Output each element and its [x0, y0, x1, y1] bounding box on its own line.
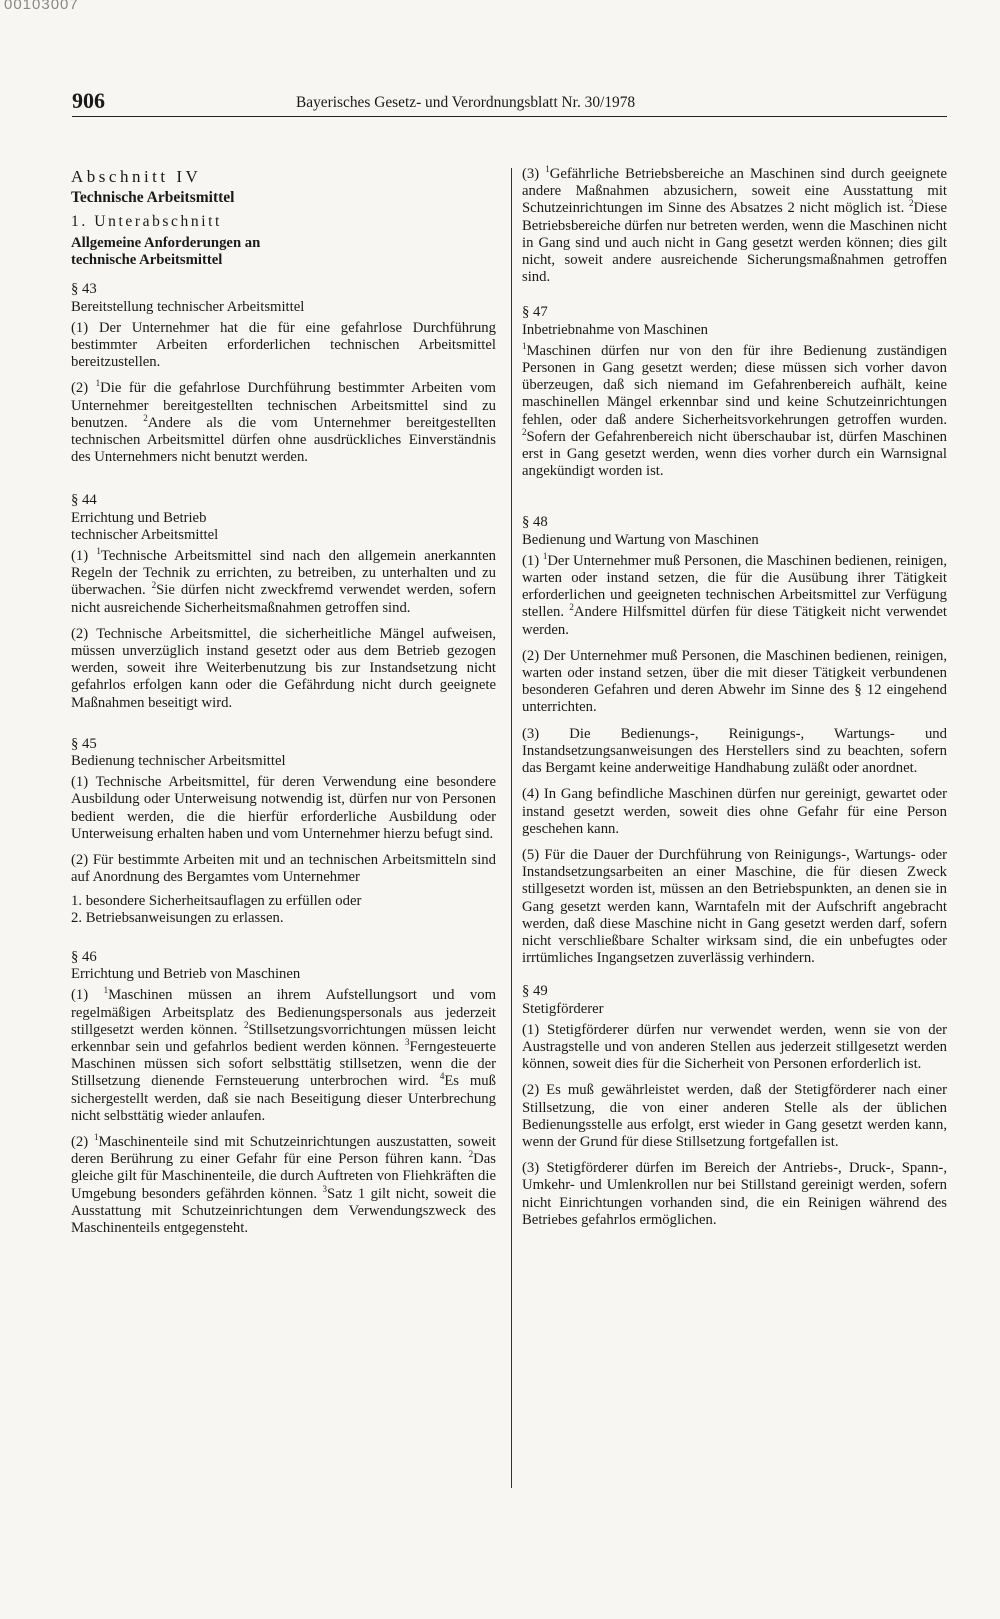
s44-clause-1: (1) $^1$Technische Arbeitsmittel sind nach den allgemein anerkannten Regeln der Technik zu errichten, zu betreiben, zu unterhalten und zu überwachen. $^2$Sie dürfen nicht zweckfremd verwendet werden, sofern nicht ausreichende Sicherheitsmaßnahmen getroffen sind.	[71, 546, 497, 616]
s46-clause-1: (1) $^1$Maschinen müssen an ihrem Aufstellungsort und vom regelmäßigen Arbeitsplatz des Bedienungspersonals aus jederzeit stillgesetzt werden können. $^2$Stillsetzungsvorrichtungen müssen leicht erkennbar sein und gefahrlos bedient werden können. $^3$Ferngesteuerte Maschinen müssen sich sofort selbsttätig stillsetzen, wenn die der Stillsetzung dienende Fernsteuerung unterbrochen wird. $^4$Es muß sichergestellt werden, daß sie nach Beseitigung dieser Unterbrechung nicht selbsttätig wieder anlaufen.	[71, 985, 496, 1124]
paragraph-title-44-line-2: technischer Arbeitsmittel	[71, 526, 219, 543]
section-title: Technische Arbeitsmittel	[71, 189, 235, 206]
paragraph-title-44-line-1: Errichtung und Betrieb	[71, 509, 207, 526]
paragraph-number-43: § 43	[71, 281, 97, 298]
paragraph-number-45: § 45	[71, 735, 97, 752]
subsection-label: 1. Unterabschnitt	[71, 213, 222, 230]
s48-clause-5: (5) Für die Dauer der Durchführung von Reinigungs-, Wartungs- oder Instandsetzungsarbeiten an einer Maschine, die für diesen Zweck stillgesetzt worden ist, müssen an den Betriebspunkten, an denen sie in Gang gesetzt werden kann, Warntafeln mit der Aufschrift angebracht werden, daß diese Maschine nicht in Gang gesetzt werden darf, sofern nicht verschließbare Schalter wirksam sind, die ein unbefugtes oder irrtümliches Ingangsetzen zuverlässig verhindern.	[522, 846, 947, 967]
s46-clause-3: (3) $^1$Gefährliche Betriebsbereiche an Maschinen sind durch geeignete andere Maßnahmen abzusichern, soweit eine Ausstattung mit Schutzeinrichtungen im Sinne des Absatzes 2 nicht möglich ist. $^2$Diese Betriebsbereiche dürfen nur betreten werden, wenn die Maschinen nicht in Gang sind und auch nicht in Gang gesetzt werden können; dies gilt nicht, soweit andere ausreichende Sicherungsmaßnahmen getroffen sind.	[522, 164, 947, 286]
column-divider	[511, 168, 512, 1488]
section-label: Abschnitt IV	[71, 167, 202, 186]
s49-clause-1: (1) Stetigförderer dürfen nur verwendet werden, wenn sie von der Austragstelle und von anderen Stellen aus jederzeit stillgesetzt werden können, soweit dies für die Sicherheit von Personen erforderlich ist.	[522, 1021, 947, 1073]
header-rule	[72, 116, 947, 117]
s44-clause-2: (2) Technische Arbeitsmittel, die sicherheitliche Mängel aufweisen, müssen unverzüglich instand gesetzt oder aus dem Betrieb gezogen werden, soweit ihre Weiterbenutzung bis zur Instandsetzung nicht gefahrlos erfolgen kann oder die Gefährdung nicht durch geeignete Maßnahmen beseitigt wird.	[71, 625, 496, 711]
s48-clause-1: (1) $^1$Der Unternehmer muß Personen, die Maschinen bedienen, reinigen, warten oder instand setzen, die für die Ausübung ihrer Tätigkeit erforderlichen und geeigneten technischen Arbeitsmittel zur Verfügung stellen. $^2$Andere Hilfsmittel dürfen für diese Tätigkeit nicht verwendet werden.	[522, 550, 948, 638]
subsection-title-line-1: Allgemeine Anforderungen an	[71, 235, 261, 251]
paragraph-number-47: § 47	[522, 304, 548, 321]
s43-clause-1: (1) Der Unternehmer hat die für eine gefahrlose Durchführung bestimmter Arbeiten erforderlichen technischen Arbeitsmittel bereitzustellen.	[71, 319, 496, 371]
paragraph-title-43: Bereitstellung technischer Arbeitsmittel	[71, 298, 305, 315]
s45-list-item-1: 1. besondere Sicherheitsauflagen zu erfüllen oder	[71, 892, 362, 909]
paragraph-number-48: § 48	[522, 514, 548, 531]
s48-clause-2: (2) Der Unternehmer muß Personen, die Maschinen bedienen, reinigen, warten oder instand setzen, über die mit dieser Tätigkeit verbundenen besonderen Gefahren und deren Abwehr im Sinne des § 12 eingehend unterrichten.	[522, 647, 947, 716]
paragraph-title-49: Stetigförderer	[522, 1000, 604, 1017]
s45-clause-2: (2) Für bestimmte Arbeiten mit und an technischen Arbeitsmitteln sind auf Anordnung des Bergamtes vom Unternehmer	[71, 852, 496, 886]
s48-clause-3: (3) Die Bedienungs-, Reinigungs-, Wartungs- und Instandsetzungsanweisungen des Herstellers sind zu beachten, sofern das Bergamt keine anderweitige Handhabung zuläßt oder anordnet.	[522, 725, 947, 777]
paragraph-title-45: Bedienung technischer Arbeitsmittel	[71, 753, 286, 770]
page-header	[72, 88, 947, 118]
s47-text: $^1$Maschinen dürfen nur von den für ihre Bedienung zuständigen Personen in Gang gesetzt werden; diese müssen sich vorher davon überzeugen, daß sich niemand im Gefahrenbereich aufhält, keine maschinellen Mängel erkennbar sind und keine Schutzeinrichtungen fehlen, oder daß andere Sicherheitsvorkehrungen getroffen wurden. $^2$Sofern der Gefahrenbereich nicht überschaubar ist, dürfen Maschinen erst in Gang gesetzt werden, wenn dies vorher durch ein Warnsignal angekündigt worden ist.	[522, 340, 947, 480]
paragraph-title-46: Errichtung und Betrieb von Maschinen	[71, 966, 301, 983]
s43-clause-2: (2) $^1$Die für die gefahrlose Durchführung bestimmter Arbeiten vom Unternehmer bereitgestellten technischen Arbeitsmittel sind zu benutzen. $^2$Andere als die vom Unternehmer bereitgestellten technischen Arbeitsmittel dürfen ohne ausdrückliches Einverständnis des Unternehmers nicht benutzt werden.	[71, 378, 496, 466]
left-column	[71, 166, 496, 1246]
publication-title: Bayerisches Gesetz- und Verordnungsblatt Nr. 30/1978	[296, 94, 636, 111]
paragraph-number-49: § 49	[522, 983, 548, 1000]
s45-list-item-2: 2. Betriebsanweisungen zu erlassen.	[71, 909, 284, 926]
paragraph-title-47: Inbetriebnahme von Maschinen	[522, 321, 708, 338]
right-column	[522, 166, 947, 1238]
paragraph-number-44: § 44	[71, 492, 97, 509]
paragraph-number-46: § 46	[71, 948, 97, 965]
paragraph-title-48: Bedienung und Wartung von Maschinen	[522, 531, 759, 548]
s49-clause-3: (3) Stetigförderer dürfen im Bereich der Antriebs-, Druck-, Spann-, Umkehr- und Umlenkrollen nur bei Stillstand gereinigt werden, sofern nicht Einrichtungen vorhanden sind, die ein Reinigen während des Betriebes gefahrlos ermöglichen.	[522, 1160, 947, 1228]
s48-clause-4: (4) In Gang befindliche Maschinen dürfen nur gereinigt, gewartet oder instand gesetzt werden, soweit dies ohne Gefahr für eine Person geschehen kann.	[522, 786, 947, 837]
s46-clause-2: (2) $^1$Maschinenteile sind mit Schutzeinrichtungen auszustatten, soweit deren Berührung zu einer Gefahr für eine Person führen kann. $^2$Das gleiche gilt für Maschinenteile, die durch Auftreten von Fliehkräften die Umgebung besonders gefährden können. $^3$Satz 1 gilt nicht, soweit die Ausstattung mit Schutzeinrichtungen dem Verwendungszweck des Maschinenteils entgegensteht.	[71, 1132, 496, 1236]
s45-clause-1: (1) Technische Arbeitsmittel, für deren Verwendung eine besondere Ausbildung oder Unterweisung notwendig ist, dürfen nur von Personen bedient werden, die die hierfür erforderliche Ausbildung oder Unterweisung erhalten haben und vom Unternehmer hierzu befugt sind.	[71, 774, 496, 842]
subsection-title-line-2: technische Arbeitsmittel	[71, 252, 223, 269]
s49-clause-2: (2) Es muß gewährleistet werden, daß der Stetigförderer nach einer Stillsetzung, die von einer anderen Stelle als der üblichen Bedienungsstelle aus erfolgt, erst wieder in Gang gesetzt werden kann, wenn der Grund für diese Stillsetzung fortgefallen ist.	[522, 1082, 947, 1150]
page-number: 906	[72, 88, 105, 113]
archive-number: 00103007	[4, 0, 79, 13]
